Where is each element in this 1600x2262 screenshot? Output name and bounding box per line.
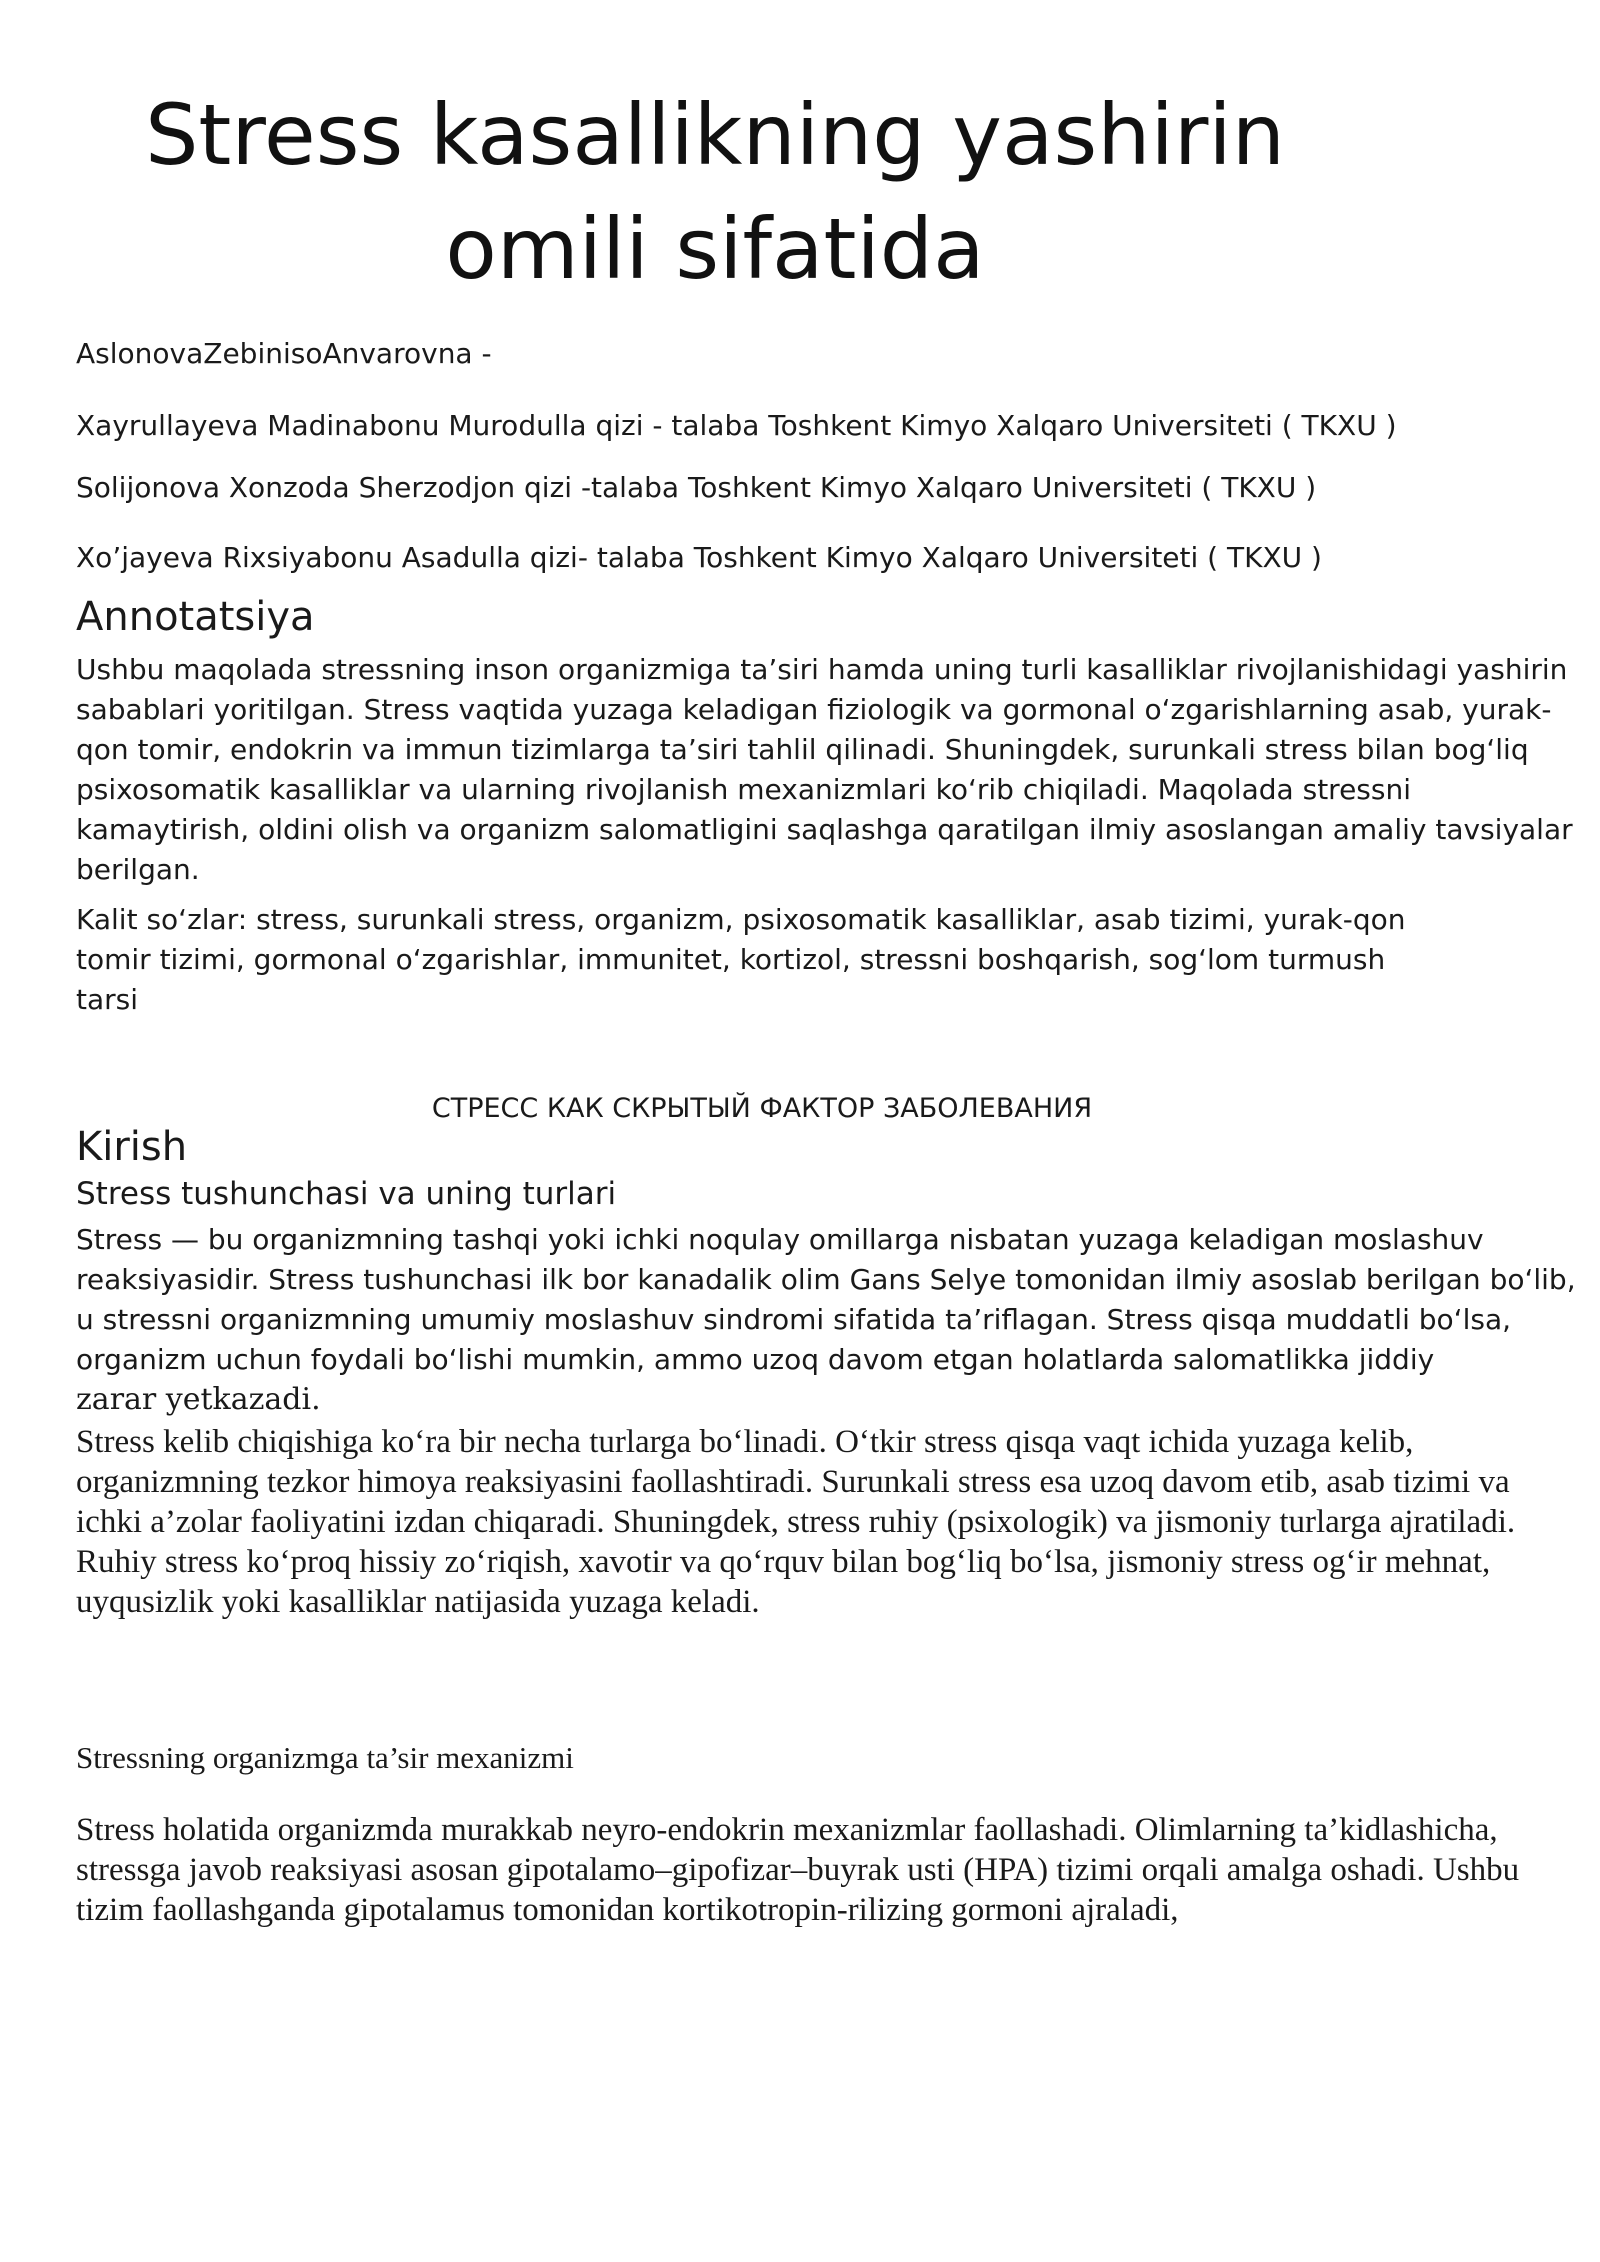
intro-paragraph-1-tail: zarar yetkazadi. <box>76 1382 321 1417</box>
intro-heading: Kirish <box>76 1124 188 1170</box>
author-line: Xo’jayeva Rixsiyabonu Asadulla qizi- talaba Toshkent Kimyo Xalqaro Universiteti ( TKXU ) <box>76 541 1322 574</box>
author-line: Xayrullayeva Madinabonu Murodulla qizi - talaba Toshkent Kimyo Xalqaro Universiteti ( TKXU ) <box>76 409 1397 442</box>
intro-paragraph-1 <box>76 1220 1576 1420</box>
author-line: AslonovaZebinisoAnvarovna - <box>76 337 492 370</box>
keywords: Kalit so‘zlar: stress, surunkali stress, organizm, psixosomatik kasalliklar, asab tizimi, yurak-qon tomir tizimi, gormonal o‘zgarishlar, immunitet, kortizol, stressni boshqarish, sog‘lom turmush tarsi <box>76 903 1406 1016</box>
annotation-heading: Annotatsiya <box>76 594 315 640</box>
annotation-text: Ushbu maqolada stressning inson organizmiga ta’siri hamda uning turli kasalliklar rivojlanishidagi yashirin sabablari yoritilgan. Stress vaqtida yuzaga keladigan fiziologik va gormonal o‘zgarishlarning asab, yurak-qon tomir, endokrin va immun tizimlarga ta’siri tahlil qilinadi. Shuningdek, surunkali stress bilan bog‘liq psixosomatik kasalliklar va ularning rivojlanish mexanizmlari ko‘rib chiqiladi. Maqolada stressni kamaytirish, oldini olish va organizm salomatligini saqlashga qaratilgan ilmiy asoslangan amaliy tavsiyalar berilgan. <box>76 653 1573 886</box>
article-title <box>120 78 1310 306</box>
author-line: Solijonova Xonzoda Sherzodjon qizi -talaba Toshkent Kimyo Xalqaro Universiteti ( TKXU ) <box>76 471 1317 504</box>
mechanism-paragraph: Stress holatida organizmda murakkab neyro-endokrin mexanizmlar faollashadi. Olimlarning ta’kidlashicha, stressga javob reaksiyasi asosan gipotalamo–gipofizar–buyrak usti (HPA) tizimi orqali amalga oshadi. Ushbu tizim faollashganda gipotalamus tomonidan kortikotropin-rilizing gormoni ajraladi, <box>76 1812 1520 1928</box>
title-line-2: omili sifatida <box>445 200 985 298</box>
mechanism-heading: Stressning organizmga ta’sir mexanizmi <box>76 1740 574 1775</box>
title-line-1: Stress kasallikning yashirin <box>145 86 1285 184</box>
intro-paragraph-1-text: Stress — bu organizmning tashqi yoki ichki noqulay omillarga nisbatan yuzaga keladigan moslashuv reaksiyasidir. Stress tushunchasi ilk bor kanadalik olim Gans Selye tomonidan ilmiy asoslab berilgan bo‘lib, u stressni organizmning umumiy moslashuv sindromi sifatida ta’riflagan. Stress qisqa muddatli bo‘lsa, organizm uchun foydali bo‘lishi mumkin, ammo uzoq davom etgan holatlarda salomatlikka jiddiy <box>76 1223 1576 1376</box>
russian-title: СТРЕСС КАК СКРЫТЫЙ ФАКТОР ЗАБОЛЕВАНИЯ <box>431 1093 1093 1124</box>
intro-subheading: Stress tushunchasi va uning turlari <box>76 1176 617 1212</box>
intro-paragraph-2: Stress kelib chiqishiga ko‘ra bir necha turlarga bo‘linadi. O‘tkir stress qisqa vaqt ichida yuzaga kelib, organizmning tezkor himoya reaksiyasini faollashtiradi. Surunkali stress esa uzoq davom etib, asab tizimi va ichki a’zolar faoliyatini izdan chiqaradi. Shuningdek, stress ruhiy (psixologik) va jismoniy turlarga ajratiladi. Ruhiy stress ko‘proq hissiy zo‘riqish, xavotir va qo‘rquv bilan bog‘liq bo‘lsa, jismoniy stress og‘ir mehnat, uyqusizlik yoki kasalliklar natijasida yuzaga keladi. <box>76 1424 1516 1620</box>
